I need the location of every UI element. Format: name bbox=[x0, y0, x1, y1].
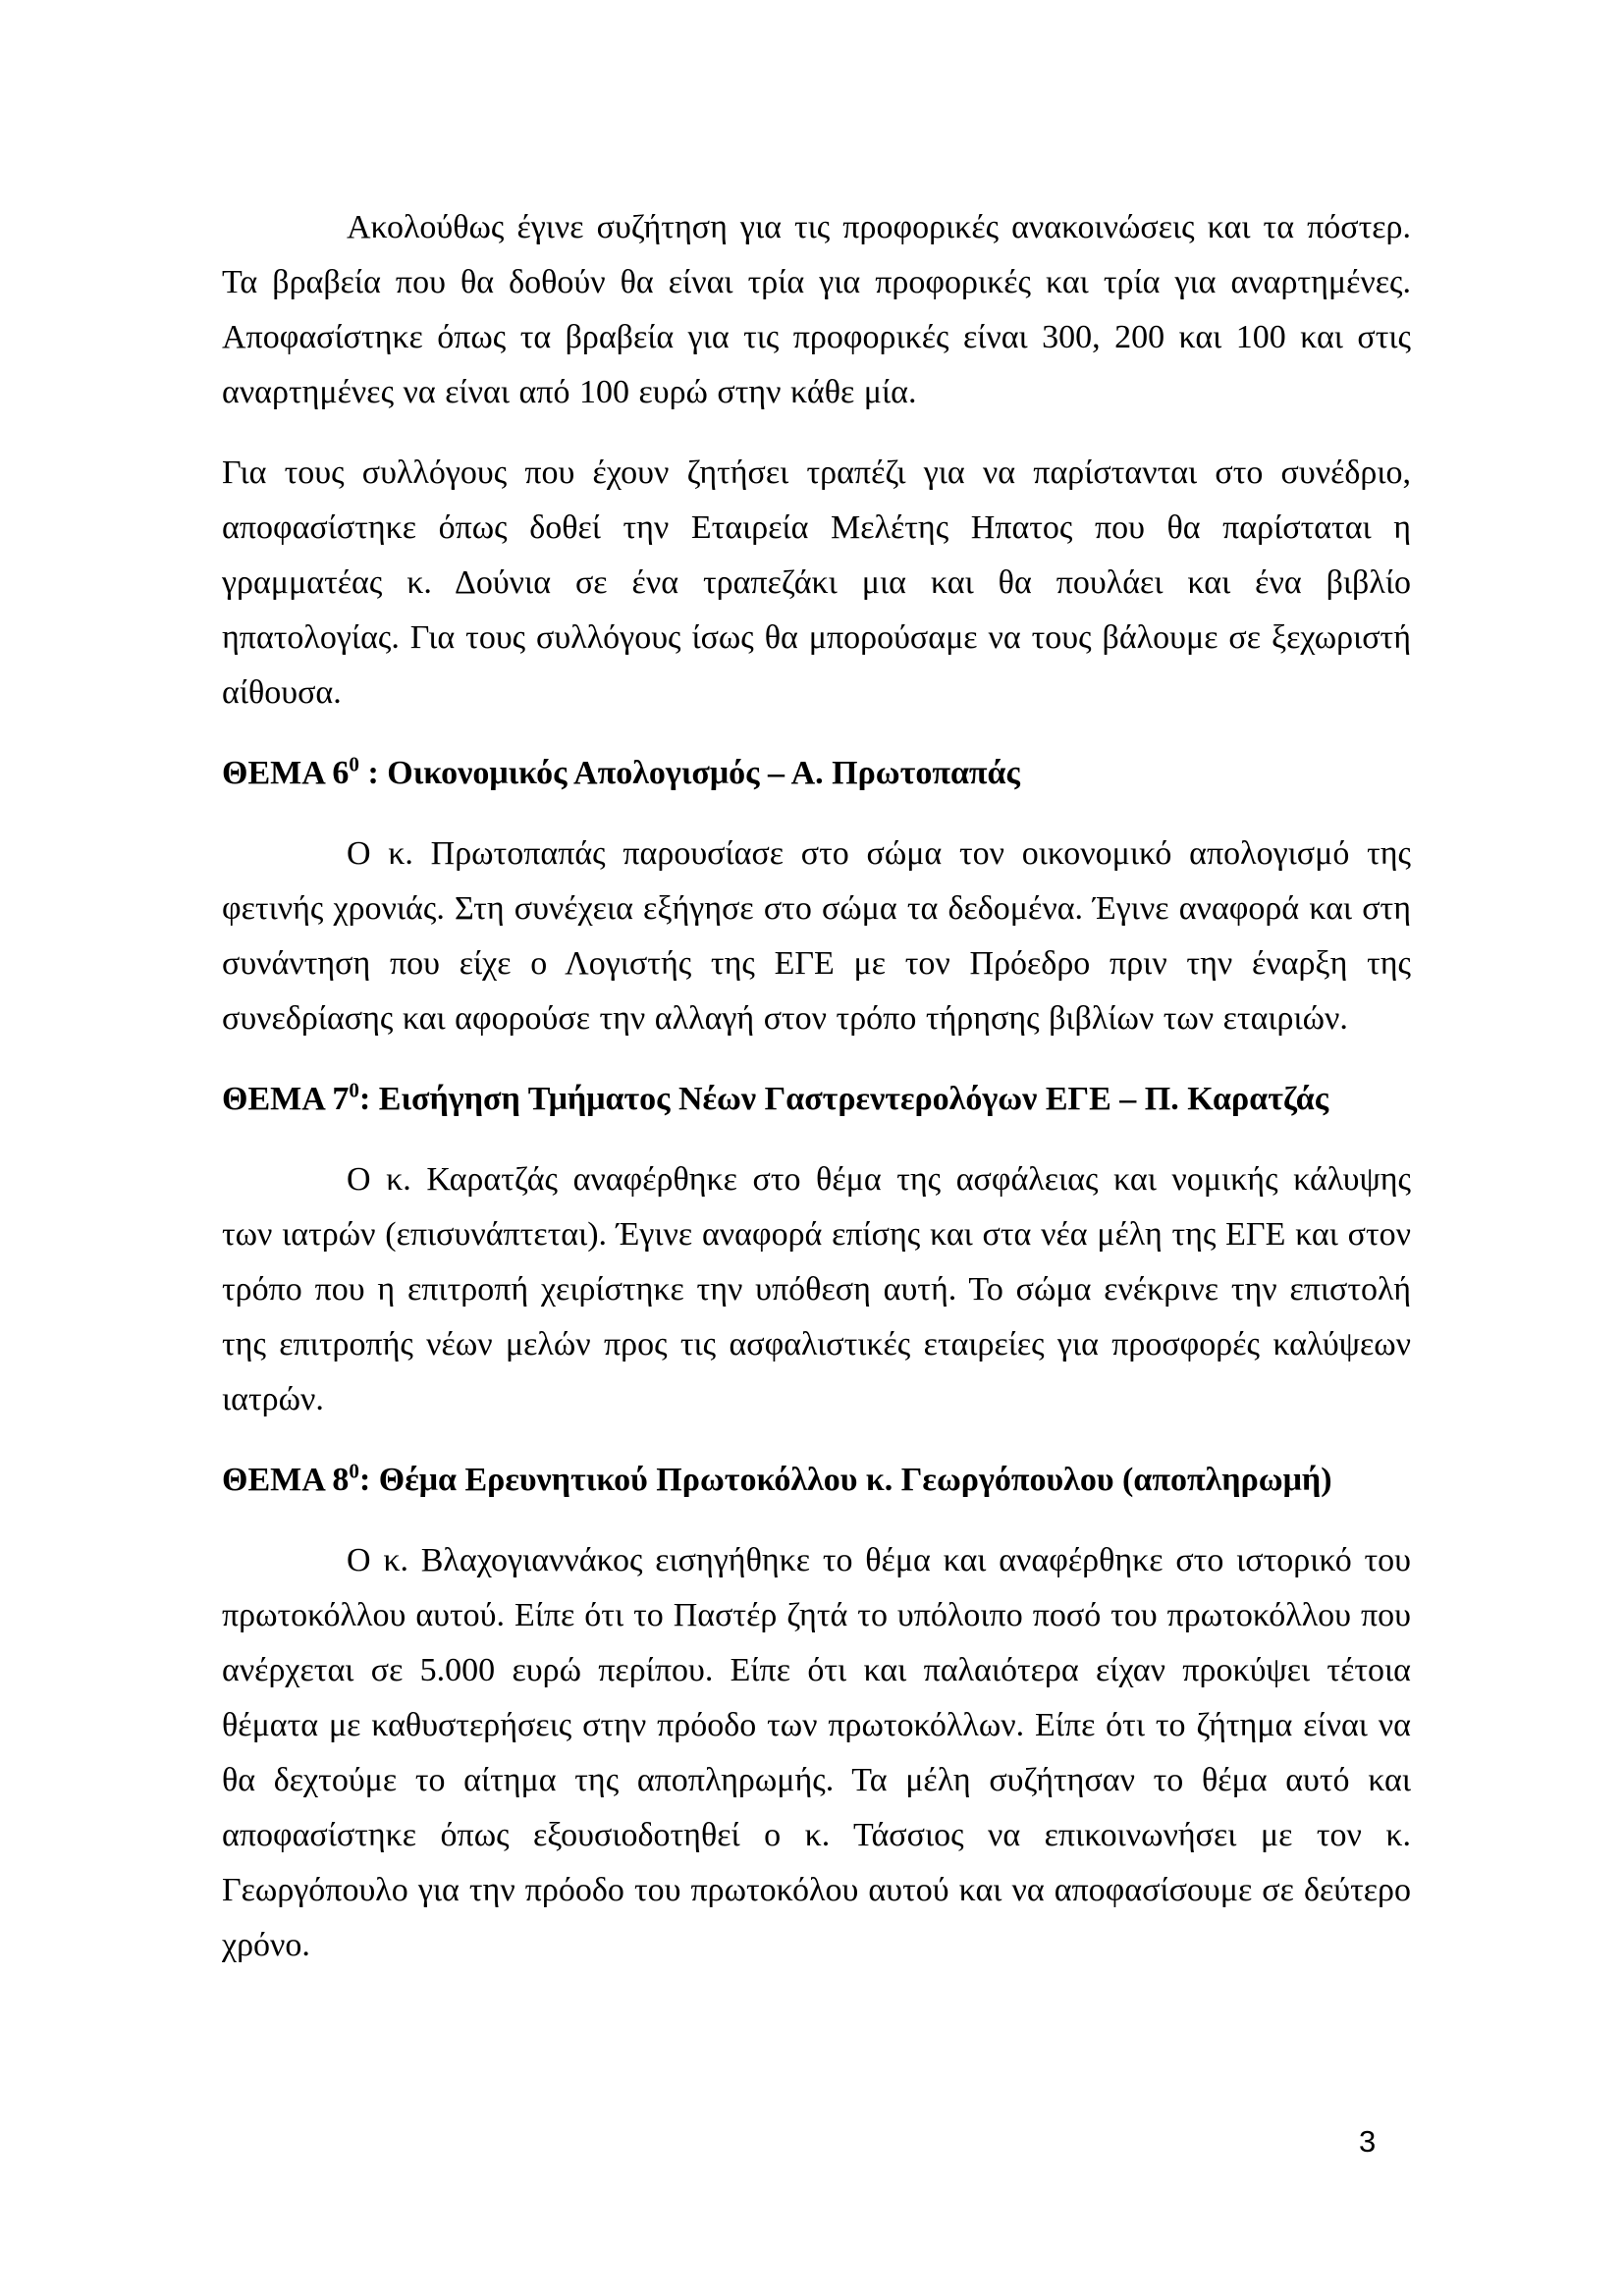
heading-prefix: ΘΕΜΑ 8 bbox=[222, 1462, 350, 1498]
heading-ordinal-superscript: 0 bbox=[349, 752, 359, 776]
heading-prefix: ΘΕΜΑ 7 bbox=[222, 1081, 350, 1117]
heading-ordinal-superscript: 0 bbox=[349, 1078, 359, 1102]
heading-title-text: : Θέμα Ερευνητικού Πρωτοκόλλου κ. Γεωργόπουλου (αποπληρωμή) bbox=[358, 1462, 1332, 1498]
heading-ordinal-superscript: 0 bbox=[349, 1459, 359, 1483]
document-body bbox=[222, 200, 1411, 1999]
heading-prefix: ΘΕΜΑ 6 bbox=[222, 755, 350, 791]
section-heading-thema-8 bbox=[222, 1453, 1411, 1508]
section-heading-thema-6 bbox=[222, 746, 1411, 801]
paragraph-financial-report: Ο κ. Πρωτοπαπάς παρουσίασε στο σώμα τον οικονομικό απολογισμό της φετινής χρονιάς. Στη συνέχεια εξήγησε στο σώμα τα δεδομένα. Έγινε αναφορά και στη συνάντηση που είχε ο Λογιστής της ΕΓΕ με τον Πρόεδρο πριν την έναρξη της συνεδρίασης και αφορούσε την αλλαγή στον τρόπο τήρησης βιβλίων των εταιριών. bbox=[222, 835, 1411, 1037]
paragraph-research-protocol-repayment: Ο κ. Βλαχογιαννάκος εισηγήθηκε το θέμα και αναφέρθηκε στο ιστορικό του πρωτοκόλλου αυτού. Είπε ότι το Παστέρ ζητά το υπόλοιπο ποσό του πρωτοκόλλου που ανέρχεται σε 5.000 ευρώ περίπου. Είπε ότι και παλαιότερα είχαν προκύψει τέτοια θέματα με καθυστερήσεις στην πρόοδο των πρωτοκόλλων. Είπε ότι το ζήτημα είναι να θα δεχτούμε το αίτημα της αποπληρωμής. Τα μέλη συζήτησαν το θέμα αυτό και αποφασίστηκε όπως εξουσιοδοτηθεί ο κ. Τάσσιος να επικοινωνήσει με τον κ. Γεωργόπουλο για την πρόοδο του πρωτοκόλου αυτού και να αποφασίσουμε σε δεύτερο χρόνο. bbox=[222, 1542, 1411, 1963]
heading-title-text: : Οικονομικός Απολογισμός – Α. Πρωτοπαπάς bbox=[358, 755, 1020, 791]
heading-title-text: : Εισήγηση Τμήματος Νέων Γαστρεντερολόγων ΕΓΕ – Π. Καρατζάς bbox=[358, 1081, 1329, 1117]
page-number: 3 bbox=[1359, 2124, 1377, 2159]
paragraph-young-gastroenterologists: Ο κ. Καρατζάς αναφέρθηκε στο θέμα της ασφάλειας και νομικής κάλυψης των ιατρών (επισυνάπτεται). Έγινε αναφορά επίσης και στα νέα μέλη της ΕΓΕ και στον τρόπο που η επιτροπή χειρίστηκε την υπόθεση αυτή. Το σώμα ενέκρινε την επιστολή της επιτροπής νέων μελών προς τις ασφαλιστικές εταιρείες για προσφορές καλύψεων ιατρών. bbox=[222, 1161, 1411, 1417]
paragraph-associations-tables: Για τους συλλόγους που έχουν ζητήσει τραπέζι για να παρίστανται στο συνέδριο, αποφασίστηκε όπως δοθεί την Εταιρεία Μελέτης Ηπατος που θα παρίσταται η γραμματέας κ. Δούνια σε ένα τραπεζάκι μια και θα πουλάει και ένα βιβλίο ηπατολογίας. Για τους συλλόγους ίσως θα μπορούσαμε να τους βάλουμε σε ξεχωριστή αίθουσα. bbox=[222, 454, 1411, 711]
paragraph-awards-discussion: Ακολούθως έγινε συζήτηση για τις προφορικές ανακοινώσεις και τα πόστερ. Τα βραβεία που θα δοθούν θα είναι τρία για προφορικές και τρία για αναρτημένες. Αποφασίστηκε όπως τα βραβεία για τις προφορικές είναι 300, 200 και 100 και στις αναρτημένες να είναι από 100 ευρώ στην κάθε μία. bbox=[222, 209, 1411, 410]
section-heading-thema-7 bbox=[222, 1072, 1411, 1127]
